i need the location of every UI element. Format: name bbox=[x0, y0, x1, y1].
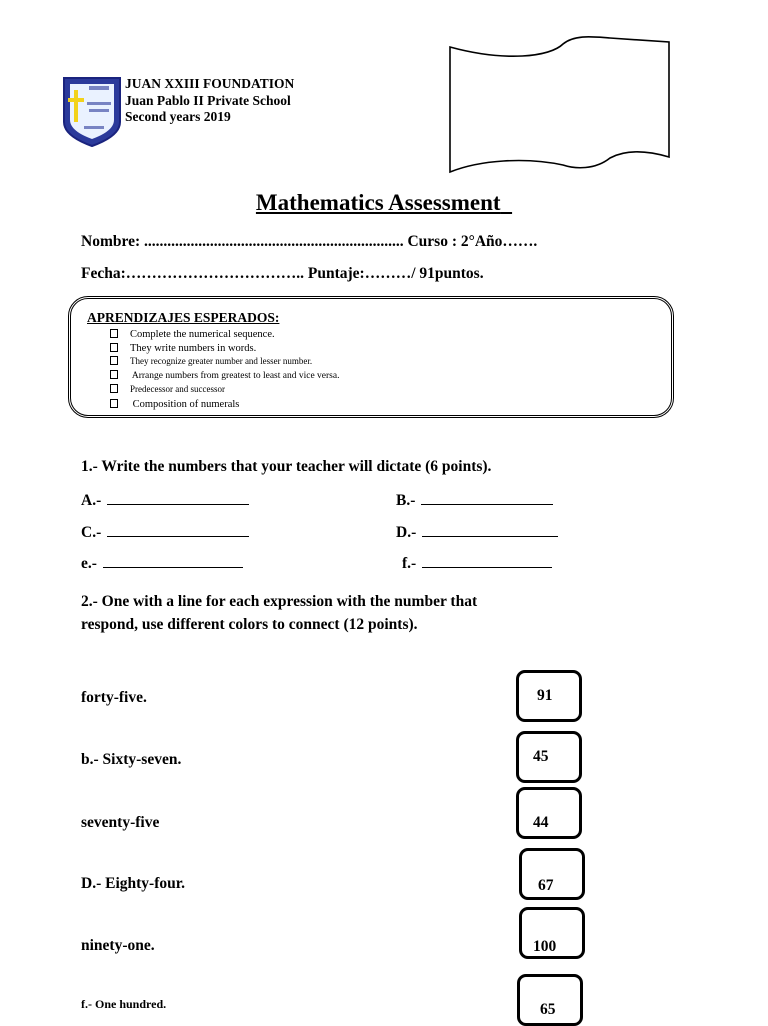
question-1: 1.- Write the numbers that your teacher will dictate (6 points). bbox=[81, 458, 492, 475]
answer-blank-d[interactable]: D.- bbox=[396, 522, 558, 542]
number-box: 44 bbox=[516, 787, 582, 839]
answer-blank-c[interactable]: C.- bbox=[81, 522, 249, 542]
checkbox-bullet-icon bbox=[110, 399, 118, 408]
checkbox-bullet-icon bbox=[110, 329, 118, 338]
objectives-heading: APRENDIZAJES ESPERADOS: bbox=[87, 310, 280, 325]
checkbox-bullet-icon bbox=[110, 384, 118, 393]
number-box: 45 bbox=[516, 731, 582, 783]
number-box: 67 bbox=[519, 848, 585, 900]
foundation-name: JUAN XXIII FOUNDATION bbox=[125, 76, 295, 91]
checkbox-bullet-icon bbox=[110, 370, 118, 379]
school-crest-logo bbox=[62, 76, 122, 148]
number-box: 91 bbox=[516, 670, 582, 722]
objective-item: They recognize greater number and lesser number. bbox=[110, 355, 312, 368]
objective-item: Arrange numbers from greatest to least and vice versa. bbox=[110, 370, 339, 383]
name-course-line: Nombre: ................................................................... Curso : 2°Año……. bbox=[81, 233, 538, 250]
school-year: Second years 2019 bbox=[125, 109, 231, 124]
answer-blank-e[interactable]: e.- bbox=[81, 553, 243, 573]
objective-item: Complete the numerical sequence. bbox=[110, 328, 275, 341]
objective-item: Predecessor and successor bbox=[110, 383, 225, 396]
objective-item: They write numbers in words. bbox=[110, 342, 256, 355]
number-box: 100 bbox=[519, 907, 585, 959]
checkbox-bullet-icon bbox=[110, 356, 118, 365]
answer-blank-a[interactable]: A.- bbox=[81, 490, 249, 510]
date-score-line: Fecha:…………………………….. Puntaje:………/ 91puntos. bbox=[81, 265, 484, 282]
answer-blank-f[interactable]: f.- bbox=[402, 553, 552, 573]
checkbox-bullet-icon bbox=[110, 343, 118, 352]
question-2-line-2: respond, use different colors to connect (12 points). bbox=[81, 616, 418, 633]
answer-blank-b[interactable]: B.- bbox=[396, 490, 553, 510]
school-name: Juan Pablo II Private School bbox=[125, 93, 291, 108]
expression-item: ninety-one. bbox=[81, 937, 155, 954]
page-title: Mathematics Assessment bbox=[255, 190, 501, 215]
expression-item: f.- One hundred. bbox=[81, 997, 167, 1011]
expression-item: forty-five. bbox=[81, 689, 147, 706]
flag-banner-shape bbox=[445, 32, 673, 174]
objective-item: Composition of numerals bbox=[110, 398, 239, 411]
expression-item: b.- Sixty-seven. bbox=[81, 751, 182, 768]
question-2-line-1: 2.- One with a line for each expression with the number that bbox=[81, 593, 478, 610]
expression-item: seventy-five bbox=[81, 814, 160, 831]
number-box: 65 bbox=[517, 974, 583, 1026]
expression-item: D.- Eighty-four. bbox=[81, 875, 186, 892]
